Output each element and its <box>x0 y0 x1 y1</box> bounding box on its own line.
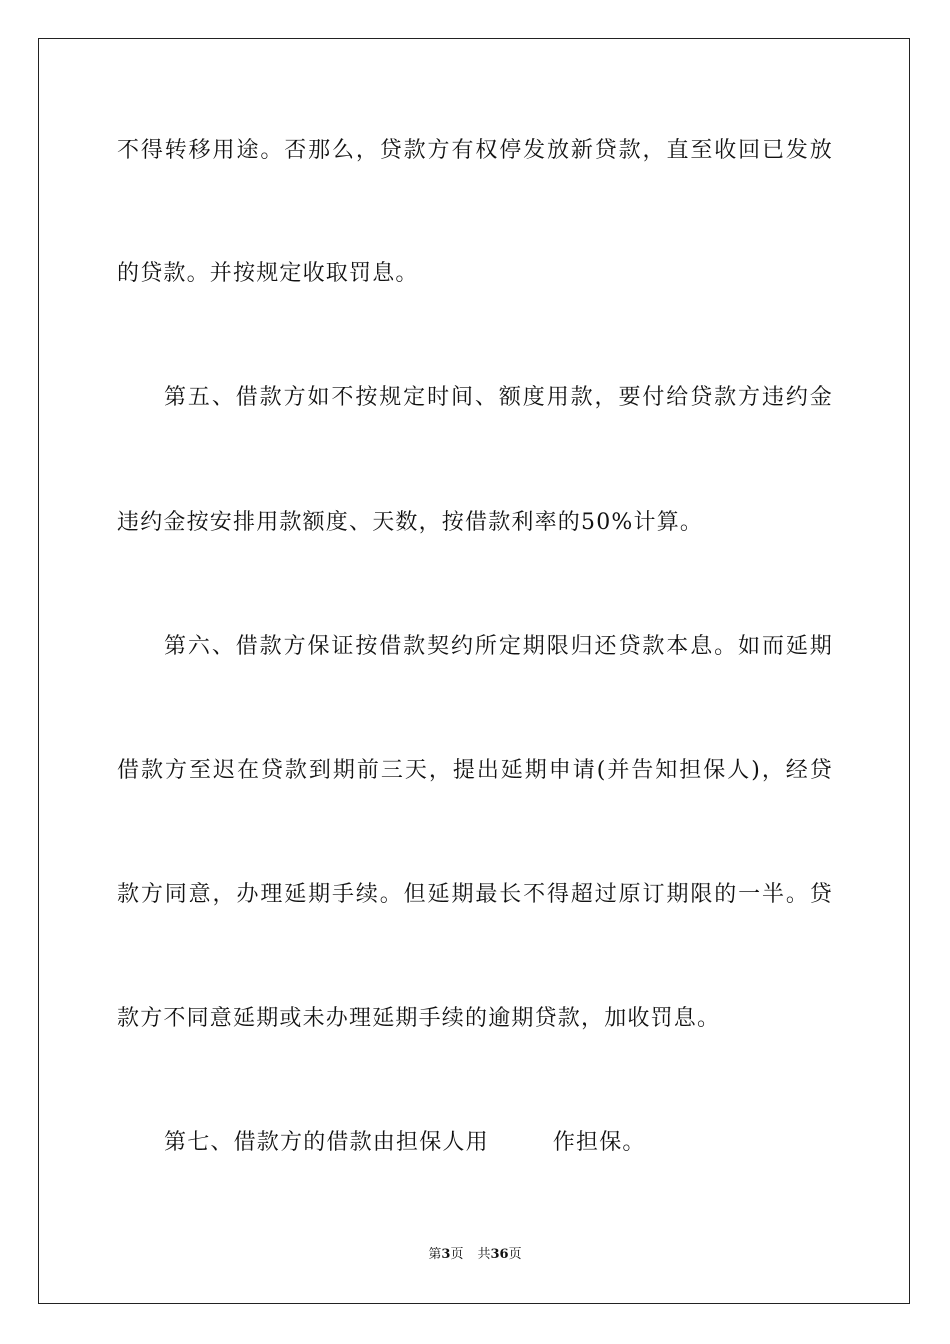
paragraph-clause-5: 第五、借款方如不按规定时间、额度用款，要付给贷款方违约金 <box>164 385 833 410</box>
clause-7-text: 第七、借款方的借款由担保人用 <box>164 1130 489 1155</box>
text-line: 不得转移用途。否那么，贷款方有权停发放新贷款，直至收回已发放 <box>117 138 833 163</box>
clause-7-text-end: 作担保。 <box>552 1130 646 1155</box>
page-footer: 第3页 共36页 <box>428 1247 522 1262</box>
page-border <box>38 38 910 1304</box>
paragraph-clause-7 <box>164 1129 833 1157</box>
text-line: 借款方至迟在贷款到期前三天，提出延期申请(并告知担保人)，经贷 <box>117 758 833 783</box>
page-number: 3 <box>441 1247 451 1262</box>
paragraph-clause-6: 第六、借款方保证按借款契约所定期限归还贷款本息。如而延期 <box>164 634 833 659</box>
total-pages: 36 <box>490 1247 509 1262</box>
text-line: 款方不同意延期或未办理延期手续的逾期贷款，加收罚息。 <box>117 1006 721 1031</box>
text-line: 款方同意，办理延期手续。但延期最长不得超过原订期限的一半。贷 <box>117 882 833 907</box>
text-line: 的贷款。并按规定收取罚息。 <box>117 261 419 286</box>
text-line: 违约金按安排用款额度、天数，按借款利率的50%计算。 <box>117 510 704 535</box>
